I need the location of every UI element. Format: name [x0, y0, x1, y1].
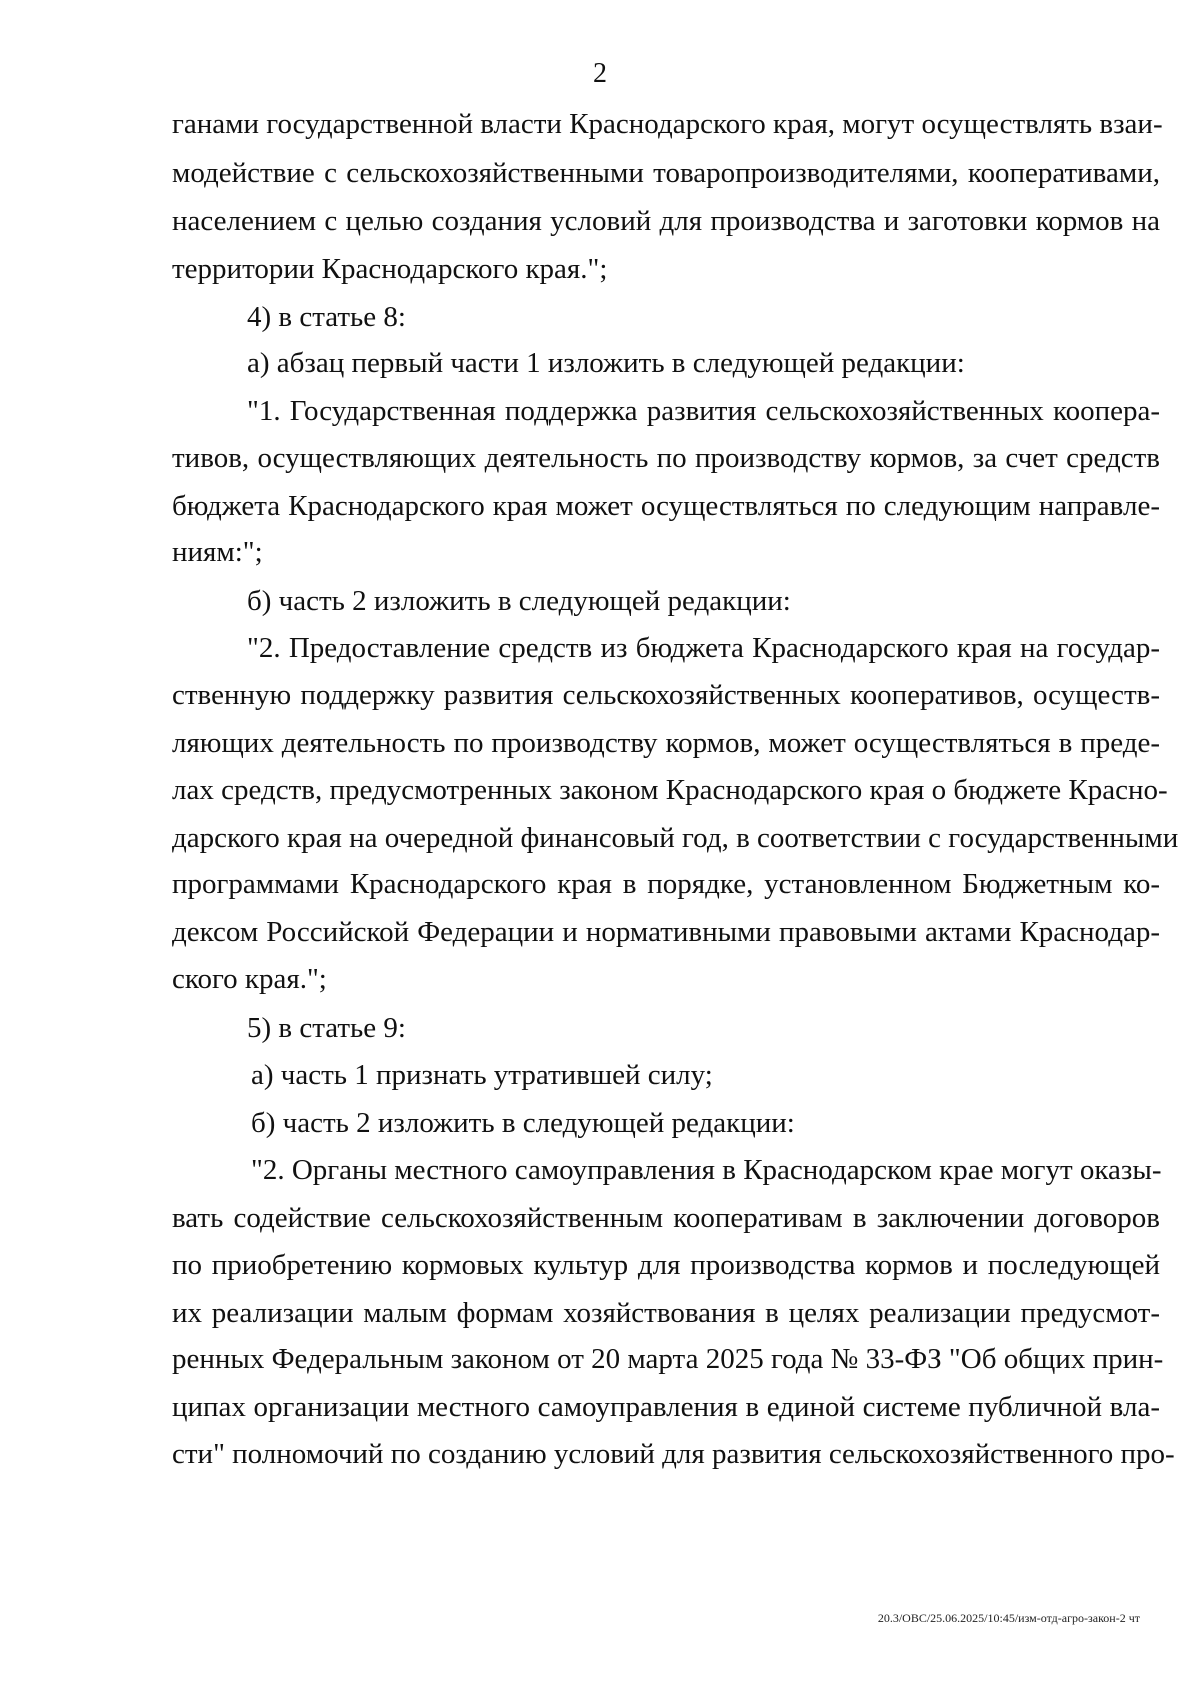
- text-line: "2. Предоставление средств из бюджета Краснодарского края на государ-: [247, 632, 1160, 664]
- list-item: а) часть 1 признать утратившей силу;: [251, 1059, 713, 1091]
- text-line: дарского края на очередной финансовый год, в соответствии с государственными: [172, 822, 1179, 854]
- list-item: б) часть 2 изложить в следующей редакции:: [251, 1107, 795, 1139]
- document-footer-id: 20.3/ОВС/25.06.2025/10:45/изм-отд-агро-закон-2 чт: [877, 1611, 1140, 1625]
- text-line: ципах организации местного самоуправления в единой системе публичной вла-: [172, 1391, 1160, 1423]
- text-line: бюджета Краснодарского края может осуществляться по следующим направле-: [172, 490, 1160, 522]
- text-line: вать содействие сельскохозяйственным кооперативам в заключении договоров: [172, 1202, 1160, 1234]
- text-line: сти" полномочий по созданию условий для развития сельскохозяйственного про-: [172, 1438, 1175, 1470]
- text-line: программами Краснодарского края в порядке, установленном Бюджетным ко-: [172, 868, 1160, 900]
- text-line: ниям:";: [172, 536, 263, 568]
- text-line: "2. Органы местного самоуправления в Краснодарском крае могут оказы-: [251, 1154, 1162, 1186]
- text-line: тивов, осуществляющих деятельность по производству кормов, за счет средств: [172, 442, 1160, 474]
- list-item: б) часть 2 изложить в следующей редакции:: [247, 585, 791, 617]
- list-item: 5) в статье 9:: [247, 1012, 406, 1044]
- text-line: территории Краснодарского края.";: [172, 253, 608, 285]
- text-line: ренных Федеральным законом от 20 марта 2025 года № 33-ФЗ "Об общих прин-: [172, 1343, 1164, 1375]
- text-line: их реализации малым формам хозяйствования в целях реализации предусмот-: [172, 1297, 1160, 1329]
- text-line: "1. Государственная поддержка развития сельскохозяйственных коопера-: [247, 395, 1160, 427]
- text-line: ственную поддержку развития сельскохозяйственных кооперативов, осуществ-: [172, 679, 1160, 711]
- list-item: а) абзац первый части 1 изложить в следующей редакции:: [247, 347, 965, 379]
- text-line: населением с целью создания условий для производства и заготовки кормов на: [172, 205, 1160, 237]
- text-line: лах средств, предусмотренных законом Краснодарского края о бюджете Красно-: [172, 774, 1168, 806]
- text-line: по приобретению кормовых культур для производства кормов и последующей: [172, 1249, 1160, 1281]
- text-line: дексом Российской Федерации и нормативными правовыми актами Краснодар-: [172, 916, 1160, 948]
- text-line: ганами государственной власти Краснодарского края, могут осуществлять взаи-: [172, 108, 1163, 140]
- text-line: ского края.";: [172, 963, 327, 995]
- text-line: ляющих деятельность по производству кормов, может осуществляться в преде-: [172, 727, 1160, 759]
- list-item: 4) в статье 8:: [247, 301, 406, 333]
- page-number: 2: [593, 58, 607, 89]
- text-line: модействие с сельскохозяйственными товаропроизводителями, кооперативами,: [172, 157, 1160, 189]
